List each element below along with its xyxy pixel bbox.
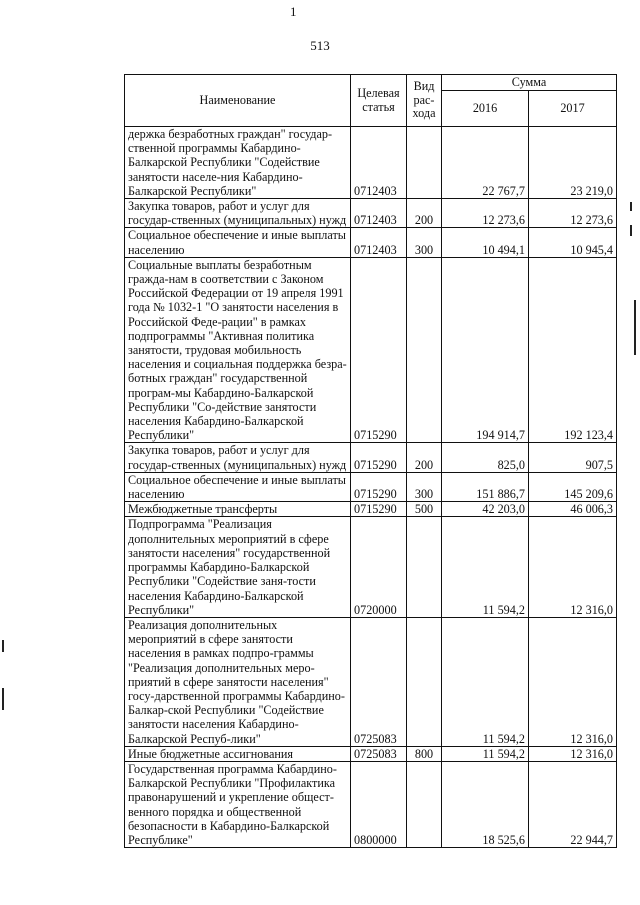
row-value-2017: 10 945,4 xyxy=(529,228,617,257)
row-value-2016: 825,0 xyxy=(442,443,529,472)
margin-mark xyxy=(630,225,632,236)
row-name: Социальное обеспечение и иные выплаты населению xyxy=(125,228,351,257)
row-value-2017: 46 006,3 xyxy=(529,502,617,517)
row-value-2017: 12 273,6 xyxy=(529,199,617,228)
row-code: 0715290 xyxy=(351,257,407,443)
margin-mark xyxy=(630,202,632,211)
row-vid: 200 xyxy=(407,443,442,472)
row-name: Государственная программа Кабардино-Балкарской Республики "Профилактика правонарушений и укрепление общест-венного порядка и общественной безопасности в Кабардино-Балкарской Республике" xyxy=(125,761,351,847)
row-code: 0800000 xyxy=(351,761,407,847)
table-row xyxy=(125,761,617,847)
row-vid: 200 xyxy=(407,199,442,228)
row-name: Закупка товаров, работ и услуг для государ-ственных (муниципальных) нужд xyxy=(125,199,351,228)
row-code: 0712403 xyxy=(351,228,407,257)
row-value-2016: 18 525,6 xyxy=(442,761,529,847)
row-value-2017: 12 316,0 xyxy=(529,746,617,761)
budget-table xyxy=(124,74,617,848)
header-year-2016: 2016 xyxy=(442,91,529,127)
row-value-2017: 12 316,0 xyxy=(529,617,617,746)
row-value-2016: 151 886,7 xyxy=(442,472,529,501)
table-row xyxy=(125,517,617,617)
row-code: 0715290 xyxy=(351,443,407,472)
margin-mark xyxy=(2,640,4,652)
row-value-2016: 194 914,7 xyxy=(442,257,529,443)
page-number: 513 xyxy=(310,38,330,53)
header-sum: Сумма xyxy=(442,75,617,91)
row-value-2017: 192 123,4 xyxy=(529,257,617,443)
row-vid xyxy=(407,257,442,443)
margin-mark xyxy=(634,300,636,355)
row-name: Реализация дополнительных мероприятий в сфере занятости населения в рамках подпро-граммы "Реализация дополнительных меро-приятий в сфере занятости населения" госу-дарственной программы Кабардино-Балкар-ской Республики "Содействие занятости населения Кабардино-Балкарской Респуб-лики" xyxy=(125,617,351,746)
row-name: Социальные выплаты безработным гражда-нам в соответствии с Законом Российской Федерации от 19 апреля 1991 года № 1032-1 "О занятости населения в Российской Феде-рации" в рамках подпрограммы "Активная политика занятости, трудовая мобильность населения и социальная поддержка безра-ботных граждан" государственной програм-мы Кабардино-Балкарской Республики "Со-действие занятости населения Кабардино-Балкарской Республики" xyxy=(125,257,351,443)
header-name: Наименование xyxy=(125,75,351,127)
row-code: 0715290 xyxy=(351,472,407,501)
row-vid: 800 xyxy=(407,746,442,761)
table-row xyxy=(125,127,617,199)
row-name: Социальное обеспечение и иные выплаты населению xyxy=(125,472,351,501)
row-value-2016: 10 494,1 xyxy=(442,228,529,257)
margin-mark xyxy=(2,688,4,710)
row-value-2017: 23 219,0 xyxy=(529,127,617,199)
table-row xyxy=(125,443,617,472)
row-value-2016: 11 594,2 xyxy=(442,517,529,617)
row-value-2017: 12 316,0 xyxy=(529,517,617,617)
row-name: Подпрограмма "Реализация дополнительных мероприятий в сфере занятости населения" государственной программы Кабардино-Балкарской Республики "Содействие заня-тости населения Кабардино-Балкарской Республики" xyxy=(125,517,351,617)
row-name: Межбюджетные трансферты xyxy=(125,502,351,517)
row-name: Иные бюджетные ассигнования xyxy=(125,746,351,761)
row-value-2016: 22 767,7 xyxy=(442,127,529,199)
row-value-2017: 22 944,7 xyxy=(529,761,617,847)
row-vid xyxy=(407,517,442,617)
row-value-2016: 42 203,0 xyxy=(442,502,529,517)
row-vid: 300 xyxy=(407,228,442,257)
row-code: 0725083 xyxy=(351,617,407,746)
table-row xyxy=(125,617,617,746)
row-value-2016: 12 273,6 xyxy=(442,199,529,228)
row-vid xyxy=(407,761,442,847)
table-row xyxy=(125,502,617,517)
row-vid xyxy=(407,127,442,199)
header-year-2017: 2017 xyxy=(529,91,617,127)
row-value-2016: 11 594,2 xyxy=(442,617,529,746)
row-code: 0712403 xyxy=(351,199,407,228)
row-vid: 500 xyxy=(407,502,442,517)
header-target: Целевая статья xyxy=(351,75,407,127)
row-value-2017: 145 209,6 xyxy=(529,472,617,501)
row-code: 0712403 xyxy=(351,127,407,199)
row-name: держка безработных граждан" государ-ственной программы Кабардино-Балкарской Республики "Содействие занятости населе-ния Кабардино-Балкарской Республики" xyxy=(125,127,351,199)
row-code: 0725083 xyxy=(351,746,407,761)
table-row xyxy=(125,228,617,257)
row-code: 0720000 xyxy=(351,517,407,617)
table-row xyxy=(125,472,617,501)
table-row xyxy=(125,746,617,761)
row-name: Закупка товаров, работ и услуг для государ-ственных (муниципальных) нужд xyxy=(125,443,351,472)
row-vid: 300 xyxy=(407,472,442,501)
row-value-2017: 907,5 xyxy=(529,443,617,472)
table-row xyxy=(125,199,617,228)
table-row xyxy=(125,257,617,443)
row-value-2016: 11 594,2 xyxy=(442,746,529,761)
header-vid: Вид рас-хода xyxy=(407,75,442,127)
top-mark: 1 xyxy=(290,4,297,19)
row-code: 0715290 xyxy=(351,502,407,517)
row-vid xyxy=(407,617,442,746)
